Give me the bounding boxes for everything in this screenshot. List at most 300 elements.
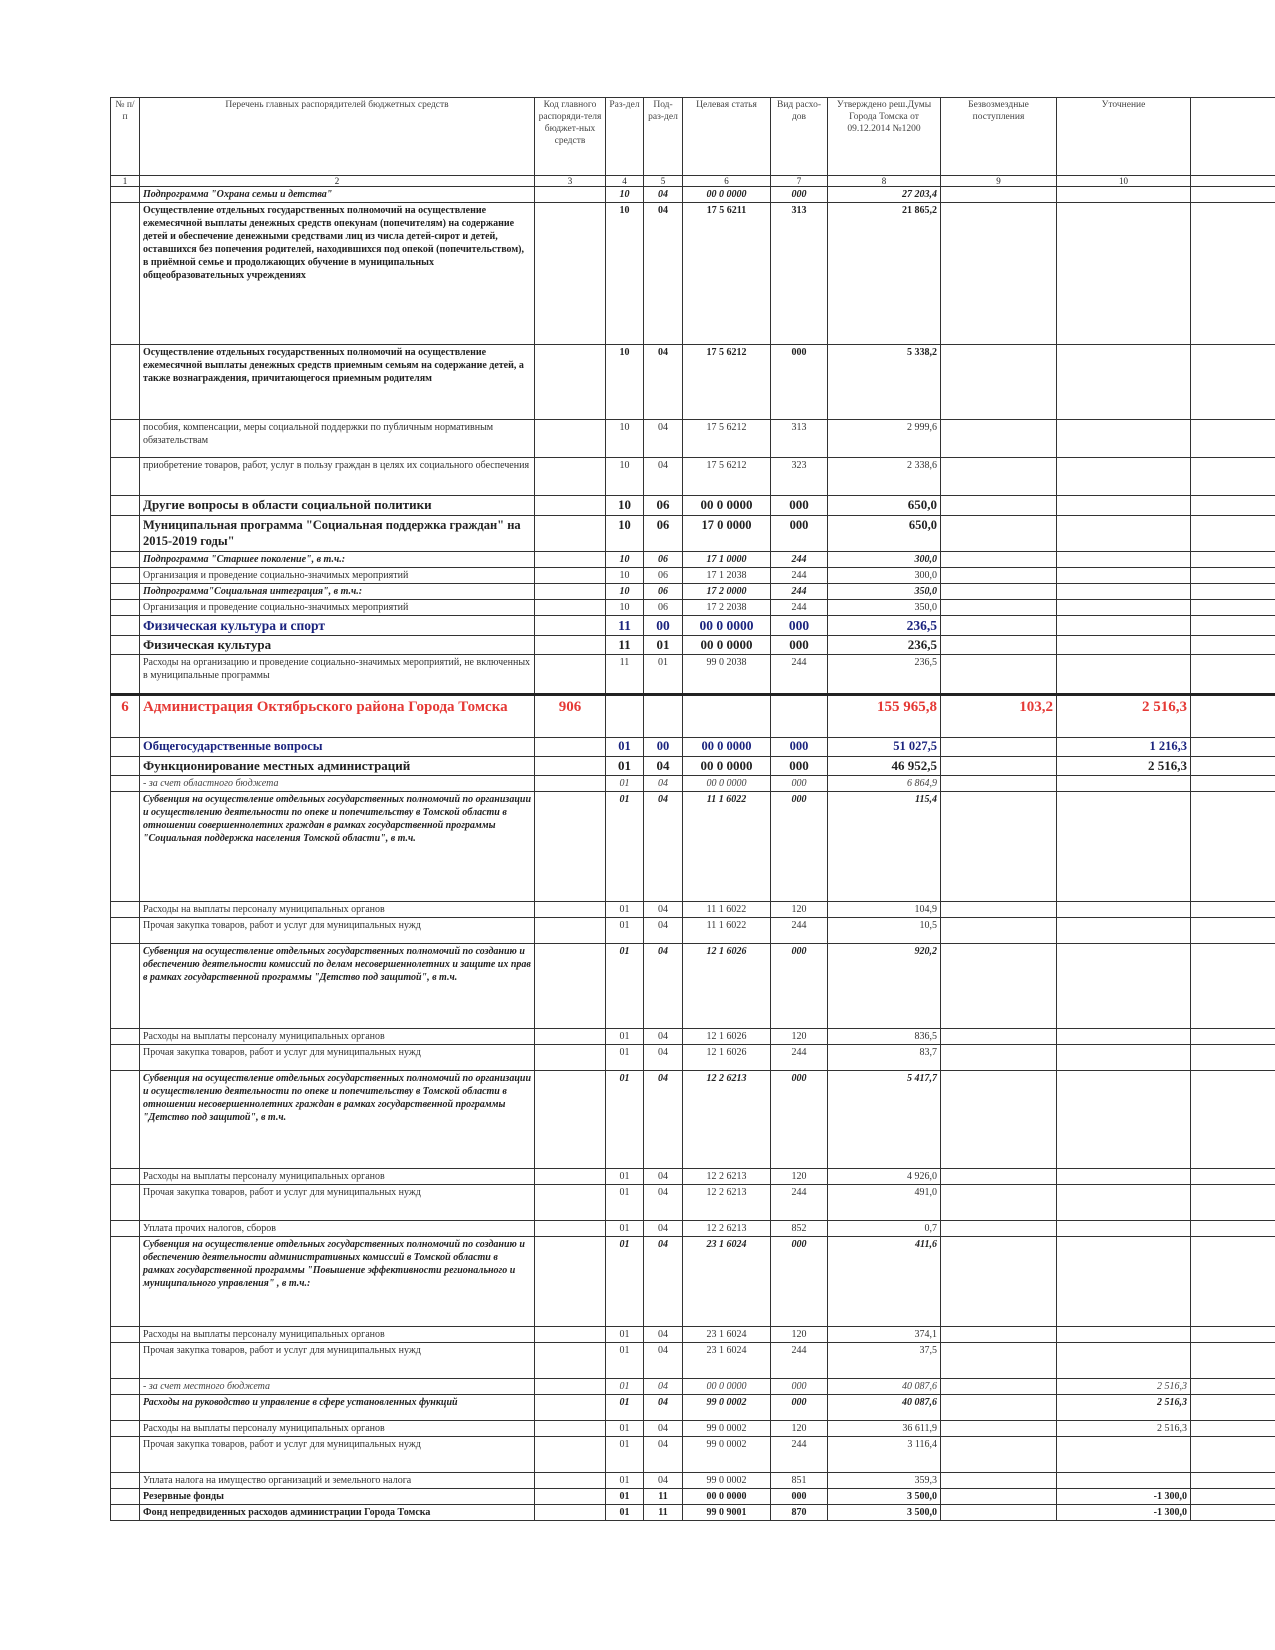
row-refine: 2 516,3: [1057, 1395, 1191, 1421]
row-target: 23 1 6024: [683, 1343, 771, 1379]
row-podrazdel: 04: [644, 776, 683, 792]
row-code: [535, 1071, 606, 1169]
row-vid: 120: [771, 902, 828, 918]
row-extra: [1191, 1221, 1275, 1237]
row-vid: [771, 695, 828, 738]
table-row: [111, 420, 1275, 458]
row-name: Администрация Октябрьского района Города Томска: [140, 695, 535, 738]
row-free: [941, 1029, 1057, 1045]
table-row: [111, 1029, 1275, 1045]
table-row: [111, 944, 1275, 1029]
table-row: [111, 1505, 1275, 1521]
row-podrazdel: 04: [644, 187, 683, 203]
table-row: [111, 918, 1275, 944]
row-refine: [1057, 1237, 1191, 1327]
row-refine: [1057, 918, 1191, 944]
row-target: 17 5 6212: [683, 458, 771, 496]
row-vid: 313: [771, 203, 828, 345]
row-name: Субвенция на осуществление отдельных государственных полномочий по организации и осуществлению деятельности по опеке и попечительству в Томской области в отношении совершеннолетних граждан в рамках государственной программы "Социальная поддержка населения Томской области", в т.ч.: [140, 792, 535, 902]
row-extra: [1191, 1437, 1275, 1473]
row-free: [941, 420, 1057, 458]
row-podrazdel: 04: [644, 345, 683, 420]
header-free: Безвозмездные поступления: [941, 98, 1057, 176]
row-target: 00 0 0000: [683, 616, 771, 636]
row-razdel: 01: [606, 1029, 644, 1045]
row-free: [941, 616, 1057, 636]
row-vid: 000: [771, 516, 828, 552]
row-extra: [1191, 1185, 1275, 1221]
row-extra: [1191, 1045, 1275, 1071]
row-extra: [1191, 187, 1275, 203]
row-razdel: 10: [606, 420, 644, 458]
row-podrazdel: 04: [644, 458, 683, 496]
row-podrazdel: 04: [644, 1327, 683, 1343]
row-code: [535, 420, 606, 458]
row-free: [941, 516, 1057, 552]
row-refine: 2 516,3: [1057, 757, 1191, 776]
row-refine: [1057, 792, 1191, 902]
row-num: [111, 1505, 140, 1521]
row-code: [535, 458, 606, 496]
colnum: 7: [771, 176, 828, 187]
header-extra: [1191, 98, 1275, 176]
row-free: [941, 1045, 1057, 1071]
row-code: [535, 187, 606, 203]
row-approved: 40 087,6: [828, 1395, 941, 1421]
row-razdel: 10: [606, 203, 644, 345]
table-row: [111, 655, 1275, 695]
row-code: [535, 1221, 606, 1237]
row-code: [535, 1169, 606, 1185]
row-vid: 000: [771, 616, 828, 636]
row-approved: 491,0: [828, 1185, 941, 1221]
row-razdel: 10: [606, 516, 644, 552]
row-extra: [1191, 1071, 1275, 1169]
row-refine: [1057, 1029, 1191, 1045]
row-approved: 46 952,5: [828, 757, 941, 776]
table-row: [111, 1221, 1275, 1237]
row-razdel: 01: [606, 1473, 644, 1489]
row-name: Расходы на выплаты персоналу муниципальных органов: [140, 1029, 535, 1045]
row-target: 12 2 6213: [683, 1221, 771, 1237]
row-free: [941, 792, 1057, 902]
row-name: Прочая закупка товаров, работ и услуг для муниципальных нужд: [140, 1185, 535, 1221]
row-name: Подпрограмма "Старшее поколение", в т.ч.:: [140, 552, 535, 568]
row-refine: 1 216,3: [1057, 738, 1191, 757]
row-name: Субвенция на осуществление отдельных государственных полномочий по созданию и обеспечению деятельности комиссий по делам несовершеннолетних и защите их прав в рамках государственной программы "Детство под защитой", в т.ч.: [140, 944, 535, 1029]
row-razdel: 10: [606, 187, 644, 203]
row-refine: [1057, 616, 1191, 636]
row-free: 103,2: [941, 695, 1057, 738]
row-target: 99 0 2038: [683, 655, 771, 695]
row-vid: 244: [771, 918, 828, 944]
row-name: Организация и проведение социально-значимых мероприятий: [140, 568, 535, 584]
row-target: 17 2 2038: [683, 600, 771, 616]
row-approved: 350,0: [828, 600, 941, 616]
row-refine: [1057, 552, 1191, 568]
row-name: Расходы на выплаты персоналу муниципальных органов: [140, 1421, 535, 1437]
row-target: 12 1 6026: [683, 1029, 771, 1045]
row-code: [535, 552, 606, 568]
row-approved: 3 500,0: [828, 1489, 941, 1505]
row-free: [941, 187, 1057, 203]
row-razdel: 01: [606, 1327, 644, 1343]
row-refine: 2 516,3: [1057, 1379, 1191, 1395]
row-num: [111, 1029, 140, 1045]
row-free: [941, 776, 1057, 792]
row-razdel: 01: [606, 1437, 644, 1473]
row-podrazdel: 04: [644, 1395, 683, 1421]
row-podrazdel: 06: [644, 552, 683, 568]
row-extra: [1191, 1473, 1275, 1489]
table-row: [111, 187, 1275, 203]
row-free: [941, 1327, 1057, 1343]
row-approved: 350,0: [828, 584, 941, 600]
row-refine: [1057, 1437, 1191, 1473]
row-num: [111, 738, 140, 757]
row-razdel: 01: [606, 1045, 644, 1071]
row-target: 11 1 6022: [683, 902, 771, 918]
row-num: [111, 792, 140, 902]
row-refine: [1057, 600, 1191, 616]
row-extra: [1191, 1505, 1275, 1521]
header-razdel: Раз-дел: [606, 98, 644, 176]
row-vid: 870: [771, 1505, 828, 1521]
row-extra: [1191, 944, 1275, 1029]
row-extra: [1191, 1237, 1275, 1327]
row-razdel: 01: [606, 776, 644, 792]
row-razdel: 11: [606, 655, 644, 695]
header-row: [111, 98, 1275, 176]
colnum: 10: [1057, 176, 1191, 187]
row-code: [535, 616, 606, 636]
row-podrazdel: 00: [644, 616, 683, 636]
table-row: [111, 1071, 1275, 1169]
row-extra: [1191, 616, 1275, 636]
row-podrazdel: 04: [644, 792, 683, 902]
row-free: [941, 458, 1057, 496]
colnum: 9: [941, 176, 1057, 187]
row-refine: -1 300,0: [1057, 1489, 1191, 1505]
row-approved: 236,5: [828, 616, 941, 636]
row-num: [111, 902, 140, 918]
row-name: Подпрограмма"Социальная интеграция", в т.ч.:: [140, 584, 535, 600]
colnum: 3: [535, 176, 606, 187]
row-code: [535, 1343, 606, 1379]
row-razdel: 01: [606, 1221, 644, 1237]
colnum: 8: [828, 176, 941, 187]
table-row: [111, 568, 1275, 584]
table-row: [111, 1473, 1275, 1489]
row-podrazdel: 06: [644, 584, 683, 600]
row-code: [535, 496, 606, 516]
row-free: [941, 1473, 1057, 1489]
row-free: [941, 655, 1057, 695]
table-row: [111, 1421, 1275, 1437]
row-code: [535, 584, 606, 600]
row-podrazdel: 04: [644, 1071, 683, 1169]
row-approved: 300,0: [828, 568, 941, 584]
row-code: [535, 1505, 606, 1521]
row-num: [111, 420, 140, 458]
row-num: [111, 616, 140, 636]
row-code: [535, 568, 606, 584]
row-target: 17 1 2038: [683, 568, 771, 584]
row-razdel: 01: [606, 757, 644, 776]
row-podrazdel: 06: [644, 496, 683, 516]
row-podrazdel: 04: [644, 1185, 683, 1221]
row-num: [111, 568, 140, 584]
table-row: [111, 757, 1275, 776]
row-extra: [1191, 1395, 1275, 1421]
row-approved: 3 116,4: [828, 1437, 941, 1473]
row-podrazdel: 04: [644, 420, 683, 458]
row-refine: [1057, 458, 1191, 496]
row-code: 906: [535, 695, 606, 738]
table-row: [111, 1343, 1275, 1379]
row-free: [941, 944, 1057, 1029]
row-code: [535, 738, 606, 757]
row-free: [941, 1437, 1057, 1473]
row-num: [111, 757, 140, 776]
row-target: 99 0 0002: [683, 1395, 771, 1421]
table-row: [111, 792, 1275, 902]
row-num: [111, 203, 140, 345]
row-razdel: 11: [606, 636, 644, 655]
budget-sheet: [110, 97, 1275, 1521]
row-vid: 244: [771, 655, 828, 695]
row-podrazdel: 06: [644, 516, 683, 552]
row-num: [111, 1343, 140, 1379]
row-approved: 0,7: [828, 1221, 941, 1237]
row-vid: 244: [771, 1045, 828, 1071]
row-extra: [1191, 600, 1275, 616]
row-podrazdel: 04: [644, 1437, 683, 1473]
row-extra: [1191, 636, 1275, 655]
row-free: [941, 1169, 1057, 1185]
table-row: [111, 1379, 1275, 1395]
row-vid: 000: [771, 792, 828, 902]
row-free: [941, 1071, 1057, 1169]
row-razdel: 01: [606, 918, 644, 944]
row-num: [111, 187, 140, 203]
row-refine: 2 516,3: [1057, 695, 1191, 738]
row-target: 23 1 6024: [683, 1237, 771, 1327]
row-free: [941, 600, 1057, 616]
row-code: [535, 345, 606, 420]
row-razdel: 01: [606, 1343, 644, 1379]
header-code: Код главного распоряди-теля бюджет-ных средств: [535, 98, 606, 176]
row-razdel: 01: [606, 1505, 644, 1521]
row-refine: [1057, 1185, 1191, 1221]
table-row: [111, 1437, 1275, 1473]
row-free: [941, 1343, 1057, 1379]
row-vid: 000: [771, 345, 828, 420]
row-num: [111, 1379, 140, 1395]
row-approved: 6 864,9: [828, 776, 941, 792]
row-num: [111, 1045, 140, 1071]
row-vid: 000: [771, 1379, 828, 1395]
row-num: [111, 918, 140, 944]
row-podrazdel: 00: [644, 738, 683, 757]
row-target: 12 1 6026: [683, 944, 771, 1029]
row-name: Расходы на организацию и проведение социально-значимых мероприятий, не включенных в муниципальные программы: [140, 655, 535, 695]
row-extra: [1191, 902, 1275, 918]
row-refine: [1057, 776, 1191, 792]
row-vid: 120: [771, 1029, 828, 1045]
row-podrazdel: 04: [644, 944, 683, 1029]
row-free: [941, 496, 1057, 516]
row-name: - за счет местного бюджета: [140, 1379, 535, 1395]
row-name: Субвенция на осуществление отдельных государственных полномочий по организации и осуществлению деятельности по опеке и попечительству в Томской области в отношении несовершеннолетних граждан в рамках государственной программы "Детство под защитой", в т.ч.: [140, 1071, 535, 1169]
row-vid: 000: [771, 636, 828, 655]
row-num: [111, 1327, 140, 1343]
row-extra: [1191, 655, 1275, 695]
row-name: Физическая культура и спорт: [140, 616, 535, 636]
row-free: [941, 1185, 1057, 1221]
row-code: [535, 1437, 606, 1473]
row-code: [535, 944, 606, 1029]
row-vid: 000: [771, 1489, 828, 1505]
row-vid: 244: [771, 600, 828, 616]
row-podrazdel: 04: [644, 1473, 683, 1489]
row-free: [941, 584, 1057, 600]
row-extra: [1191, 516, 1275, 552]
row-code: [535, 203, 606, 345]
row-num: [111, 944, 140, 1029]
row-extra: [1191, 1489, 1275, 1505]
row-vid: 852: [771, 1221, 828, 1237]
row-code: [535, 1489, 606, 1505]
row-razdel: 01: [606, 1169, 644, 1185]
row-num: [111, 1071, 140, 1169]
row-razdel: 01: [606, 738, 644, 757]
row-vid: 244: [771, 1185, 828, 1221]
row-num: [111, 600, 140, 616]
row-vid: 244: [771, 584, 828, 600]
row-approved: 36 611,9: [828, 1421, 941, 1437]
row-extra: [1191, 792, 1275, 902]
row-approved: 374,1: [828, 1327, 941, 1343]
row-target: 99 0 9001: [683, 1505, 771, 1521]
table-row: [111, 345, 1275, 420]
row-refine: [1057, 345, 1191, 420]
row-podrazdel: 04: [644, 1169, 683, 1185]
row-vid: 000: [771, 757, 828, 776]
row-extra: [1191, 1421, 1275, 1437]
row-name: Организация и проведение социально-значимых мероприятий: [140, 600, 535, 616]
colnum: 1: [111, 176, 140, 187]
row-approved: 21 865,2: [828, 203, 941, 345]
row-refine: [1057, 1327, 1191, 1343]
row-approved: 2 338,6: [828, 458, 941, 496]
row-code: [535, 1379, 606, 1395]
row-extra: [1191, 203, 1275, 345]
table-row: [111, 1185, 1275, 1221]
row-refine: [1057, 584, 1191, 600]
row-approved: 411,6: [828, 1237, 941, 1327]
row-code: [535, 1237, 606, 1327]
row-name: Уплата налога на имущество организаций и земельного налога: [140, 1473, 535, 1489]
row-code: [535, 902, 606, 918]
row-refine: [1057, 187, 1191, 203]
row-name: Муниципальная программа "Социальная поддержка граждан" на 2015-2019 годы": [140, 516, 535, 552]
row-name: Другие вопросы в области социальной политики: [140, 496, 535, 516]
row-refine: [1057, 568, 1191, 584]
row-code: [535, 636, 606, 655]
colnum: 6: [683, 176, 771, 187]
row-razdel: 01: [606, 792, 644, 902]
row-approved: 3 500,0: [828, 1505, 941, 1521]
row-vid: 000: [771, 1071, 828, 1169]
row-refine: [1057, 1473, 1191, 1489]
row-num: [111, 1473, 140, 1489]
table-row: [111, 203, 1275, 345]
row-target: 12 2 6213: [683, 1071, 771, 1169]
row-razdel: 01: [606, 944, 644, 1029]
row-num: [111, 458, 140, 496]
row-code: [535, 1045, 606, 1071]
row-podrazdel: 04: [644, 1045, 683, 1071]
row-num: [111, 345, 140, 420]
row-razdel: 10: [606, 584, 644, 600]
row-num: [111, 1237, 140, 1327]
row-target: 00 0 0000: [683, 1379, 771, 1395]
table-row: [111, 458, 1275, 496]
table-row: [111, 902, 1275, 918]
row-vid: 313: [771, 420, 828, 458]
row-podrazdel: 01: [644, 636, 683, 655]
header-refine: Уточнение: [1057, 98, 1191, 176]
row-podrazdel: 04: [644, 1237, 683, 1327]
row-approved: 104,9: [828, 902, 941, 918]
row-target: 99 0 0002: [683, 1473, 771, 1489]
row-razdel: 01: [606, 1071, 644, 1169]
row-podrazdel: [644, 695, 683, 738]
row-name: Фонд непредвиденных расходов администрации Города Томска: [140, 1505, 535, 1521]
row-free: [941, 1505, 1057, 1521]
row-vid: 851: [771, 1473, 828, 1489]
row-name: Физическая культура: [140, 636, 535, 655]
row-name: Расходы на руководство и управление в сфере установленных функций: [140, 1395, 535, 1421]
row-approved: 37,5: [828, 1343, 941, 1379]
row-free: [941, 757, 1057, 776]
row-vid: 000: [771, 738, 828, 757]
row-free: [941, 738, 1057, 757]
row-num: [111, 584, 140, 600]
header-num: № п/п: [111, 98, 140, 176]
row-podrazdel: 04: [644, 1221, 683, 1237]
row-target: 00 0 0000: [683, 776, 771, 792]
row-code: [535, 1327, 606, 1343]
row-free: [941, 1237, 1057, 1327]
row-name: пособия, компенсации, меры социальной поддержки по публичным нормативным обязательствам: [140, 420, 535, 458]
row-approved: 40 087,6: [828, 1379, 941, 1395]
row-free: [941, 552, 1057, 568]
row-code: [535, 1421, 606, 1437]
row-approved: 10,5: [828, 918, 941, 944]
row-razdel: 10: [606, 345, 644, 420]
row-refine: [1057, 1071, 1191, 1169]
row-podrazdel: 11: [644, 1505, 683, 1521]
row-razdel: 01: [606, 1489, 644, 1505]
row-vid: 000: [771, 776, 828, 792]
row-num: [111, 776, 140, 792]
row-refine: [1057, 496, 1191, 516]
row-target: 17 0 0000: [683, 516, 771, 552]
row-num: [111, 1185, 140, 1221]
row-vid: 244: [771, 552, 828, 568]
